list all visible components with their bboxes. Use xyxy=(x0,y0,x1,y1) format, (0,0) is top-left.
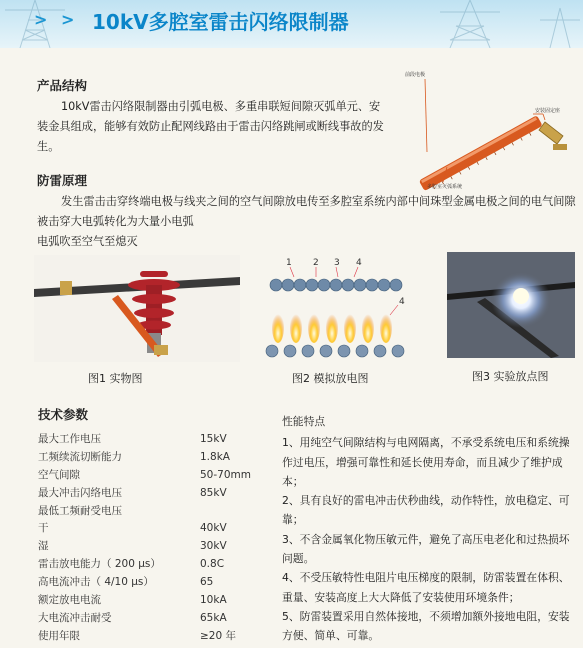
param-label: 最大工作电压 xyxy=(38,433,101,445)
param-label: 工频续流切断能力 xyxy=(38,450,122,463)
figure-discharge-sim xyxy=(264,255,418,365)
param-value: 65kA xyxy=(200,611,227,624)
param-label: 最大冲击闪络电压 xyxy=(38,486,122,499)
param-value: 85kV xyxy=(200,486,227,499)
param-value: 10kA xyxy=(200,594,227,607)
param-label: 额定放电电流 xyxy=(38,594,101,607)
principle-title: 防雷原理 xyxy=(37,173,88,188)
params-table xyxy=(38,430,251,645)
label-arc-system: 多腔室灭弧系统 xyxy=(427,184,463,190)
feature-item: 5、防雷装置采用自然体接地，不须增加额外接地电阻，安装方便、简单、可靠。 xyxy=(282,609,570,643)
param-value: 0.8C xyxy=(200,558,225,571)
param-label: 高电流冲击（ 4/10 μs） xyxy=(38,576,154,589)
param-row xyxy=(38,430,251,448)
figure-photo xyxy=(34,255,240,362)
marker-1: 1 xyxy=(286,258,292,268)
param-label: 干 xyxy=(38,522,49,535)
structure-title: 产品结构 xyxy=(37,78,88,93)
header-chevrons: > > xyxy=(34,10,79,29)
params-title: 技术参数 xyxy=(38,407,89,422)
param-row xyxy=(38,466,251,484)
marker-4: 4 xyxy=(356,258,362,268)
page-title: 10kV多腔室雷击闪络限制器 xyxy=(92,10,349,34)
tower-icon xyxy=(390,0,583,48)
figure-test-photo xyxy=(447,252,575,358)
param-value: 65 xyxy=(200,576,214,589)
param-label: 雷击放电能力（ 200 μs） xyxy=(38,558,161,571)
param-label: 最低工频耐受电压 xyxy=(38,504,122,517)
label-front-electrode: 前段电极 xyxy=(405,72,426,78)
figure-2-caption: 图2 模拟放电图 xyxy=(292,372,369,385)
param-label: 大电流冲击耐受 xyxy=(38,611,112,624)
param-value: ≥20 年 xyxy=(200,629,236,642)
feature-item: 1、用纯空气间隙结构与电网隔离，不承受系统电压和系统操作过电压，增强可靠性和延长使用寿命，而且减少了维护成本； xyxy=(282,436,570,488)
principle-text: 发生雷击击穿终端电极与线夹之间的空气间隙放电传至多腔室系统内部中间珠型金属电极之间的电气间隙被击穿大电弧转化为大量小电弧 xyxy=(37,195,576,228)
param-row xyxy=(38,591,251,609)
param-label: 湿 xyxy=(38,540,49,553)
page-header xyxy=(0,0,583,48)
structure-text: 10kV雷击闪络限制器由引弧电极、多重串联短间隙灭弧单元、安装金具组成，能够有效防止配网线路由于雷击闪络跳闸或断线事故的发生。 xyxy=(37,100,384,153)
figure-3-caption: 图3 实验放点图 xyxy=(472,370,549,383)
param-row xyxy=(38,555,251,573)
feature-item: 3、不含金属氧化物压敏元件，避免了高压电老化和过热损坏问题。 xyxy=(282,532,570,566)
param-row xyxy=(38,502,251,520)
principle-text-2: 电弧吹至空气至熄灭 xyxy=(37,235,138,248)
param-row xyxy=(38,609,251,627)
param-row xyxy=(38,484,251,502)
param-value: 15kV xyxy=(200,433,227,445)
param-row xyxy=(38,537,251,555)
marker-4b: 4 xyxy=(399,297,405,307)
param-value: 1.8kA xyxy=(200,450,230,463)
mounting-bracket xyxy=(539,122,567,150)
product-diagram xyxy=(385,62,581,202)
param-row xyxy=(38,519,251,537)
param-value: 30kV xyxy=(200,540,227,553)
param-row xyxy=(38,627,251,645)
label-mount-base: 安装固定座 xyxy=(535,108,561,114)
figure-1-caption: 图1 实物图 xyxy=(88,372,143,385)
marker-2: 2 xyxy=(313,258,319,268)
feature-item: 2、具有良好的雷电冲击伏秒曲线，动作特性，放电稳定、可靠； xyxy=(282,494,570,527)
param-row xyxy=(38,448,251,466)
param-value: 50-70mm xyxy=(200,468,251,481)
feature-item: 4、不受压敏特性电阻片电压梯度的限制，防雷装置在体积、重量、安装高度上大大降低了安装使用环境条件； xyxy=(282,571,570,604)
features-title: 性能特点 xyxy=(282,415,326,428)
param-label: 空气间隙 xyxy=(38,468,80,481)
param-label: 使用年限 xyxy=(38,629,80,642)
features-list xyxy=(282,412,580,646)
marker-3: 3 xyxy=(334,258,340,268)
param-value: 40kV xyxy=(200,522,227,535)
param-row xyxy=(38,573,251,591)
